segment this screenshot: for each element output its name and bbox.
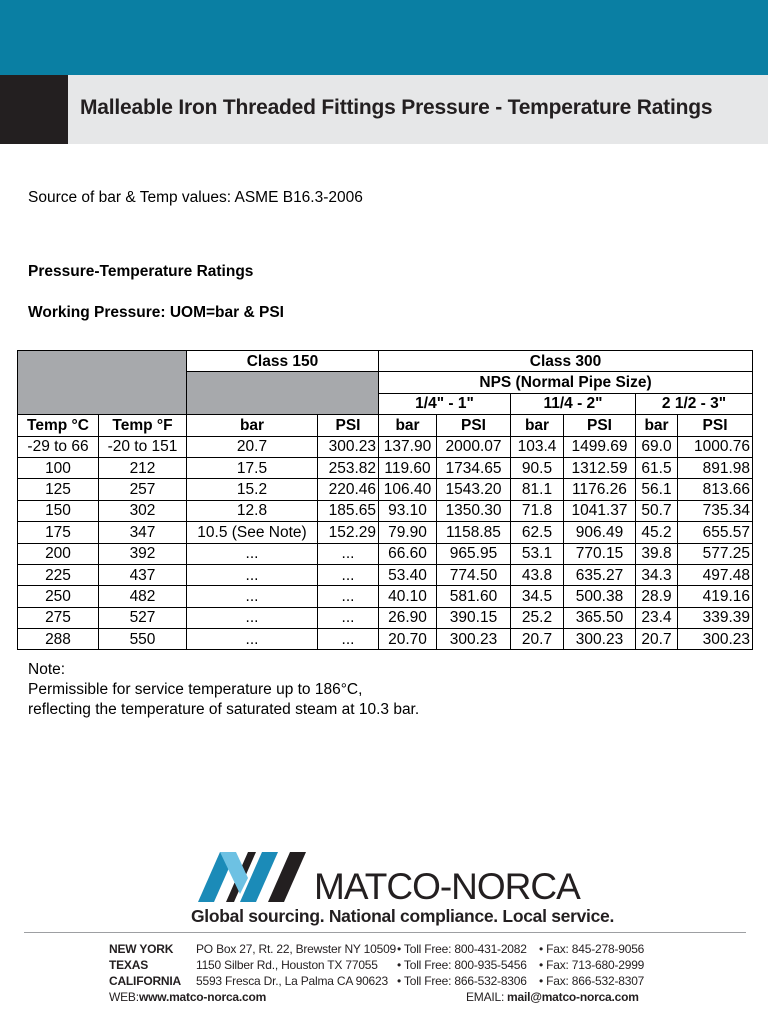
table-cell: ...: [318, 564, 379, 585]
table-cell: 106.40: [379, 479, 437, 500]
table-cell: 891.98: [678, 457, 753, 478]
table-cell: 253.82: [318, 457, 379, 478]
table-cell: 25.2: [511, 607, 564, 628]
size-header-1: 1/4" - 1": [379, 393, 511, 414]
location-tollfree: • Toll Free: 866-532-8306: [397, 974, 527, 988]
table-cell: 390.15: [437, 607, 511, 628]
col-bar: bar: [511, 415, 564, 436]
table-row: [18, 436, 753, 457]
table-row: [18, 457, 753, 478]
table-cell: 20.7: [636, 629, 678, 650]
table-cell: ...: [187, 586, 318, 607]
email-link[interactable]: mail@matco-norca.com: [507, 990, 639, 1004]
table-cell: 339.39: [678, 607, 753, 628]
col-temp-c: Temp °C: [18, 415, 99, 436]
table-cell: 225: [18, 564, 99, 585]
table-cell: 69.0: [636, 436, 678, 457]
table-cell: 20.7: [511, 629, 564, 650]
table-cell: 79.90: [379, 522, 437, 543]
table-cell: 497.48: [678, 564, 753, 585]
nps-header: NPS (Normal Pipe Size): [379, 372, 753, 393]
table-cell: 581.60: [437, 586, 511, 607]
web-link[interactable]: www.matco-norca.com: [139, 990, 267, 1004]
location-fax: • Fax: 845-278-9056: [539, 942, 645, 956]
table-cell: 152.29: [318, 522, 379, 543]
table-cell: 300.23: [437, 629, 511, 650]
table-cell: 81.1: [511, 479, 564, 500]
section-heading: Pressure-Temperature Ratings: [28, 263, 254, 280]
table-cell: 20.7: [187, 436, 318, 457]
table-cell: 137.90: [379, 436, 437, 457]
size-header-3: 2 1/2 - 3": [636, 393, 753, 414]
note-label: Note:: [28, 661, 66, 678]
note-line-1: Permissible for service temperature up to 186°C,: [28, 681, 363, 698]
table-cell: 12.8: [187, 500, 318, 521]
location-fax: • Fax: 866-532-8307: [539, 974, 645, 988]
table-cell: 774.50: [437, 564, 511, 585]
table-cell: ...: [318, 586, 379, 607]
table-cell: 1499.69: [564, 436, 636, 457]
header-row-units: [18, 415, 753, 436]
table-cell: 288: [18, 629, 99, 650]
location-state: NEW YORK: [109, 942, 174, 956]
table-cell: 26.90: [379, 607, 437, 628]
table-cell: 1041.37: [564, 500, 636, 521]
table-cell: 200: [18, 543, 99, 564]
table-cell: 906.49: [564, 522, 636, 543]
location-tollfree: • Toll Free: 800-431-2082: [397, 942, 527, 956]
table-cell: ...: [187, 629, 318, 650]
table-cell: 770.15: [564, 543, 636, 564]
table-cell: 1350.30: [437, 500, 511, 521]
table-cell: 28.9: [636, 586, 678, 607]
table-cell: 45.2: [636, 522, 678, 543]
page-title: Malleable Iron Threaded Fittings Pressure - Temperature Ratings: [80, 96, 713, 119]
source-note: Source of bar & Temp values: ASME B16.3-2006: [28, 189, 363, 206]
table-cell: 577.25: [678, 543, 753, 564]
table-cell: 61.5: [636, 457, 678, 478]
location-state: TEXAS: [109, 958, 149, 972]
table-cell: 34.5: [511, 586, 564, 607]
table-cell: -29 to 66: [18, 436, 99, 457]
table-cell: 300.23: [318, 436, 379, 457]
location-address: 1150 Silber Rd., Houston TX 77055: [196, 958, 378, 972]
table-cell: 655.57: [678, 522, 753, 543]
table-cell: 437: [99, 564, 187, 585]
col-bar: bar: [636, 415, 678, 436]
table-cell: 93.10: [379, 500, 437, 521]
table-cell: ...: [187, 607, 318, 628]
location-state: CALIFORNIA: [109, 974, 181, 988]
table-cell: 1158.85: [437, 522, 511, 543]
table-row: [18, 607, 753, 628]
table-cell: 347: [99, 522, 187, 543]
table-cell: 300.23: [678, 629, 753, 650]
table-cell: 66.60: [379, 543, 437, 564]
table-row: [18, 500, 753, 521]
col-temp-f: Temp °F: [99, 415, 187, 436]
table-cell: 965.95: [437, 543, 511, 564]
table-cell: 1543.20: [437, 479, 511, 500]
table-cell: 17.5: [187, 457, 318, 478]
table-cell: 735.34: [678, 500, 753, 521]
table-cell: ...: [318, 629, 379, 650]
table-cell: ...: [187, 564, 318, 585]
table-cell: 300.23: [564, 629, 636, 650]
table-row: [18, 479, 753, 500]
table-cell: 119.60: [379, 457, 437, 478]
brand-name: MATCO-NORCA: [314, 866, 580, 907]
table-cell: 53.1: [511, 543, 564, 564]
location-tollfree: • Toll Free: 800-935-5456: [397, 958, 527, 972]
table-cell: ...: [318, 607, 379, 628]
table-cell: 1176.26: [564, 479, 636, 500]
size-header-2: 11/4 - 2": [511, 393, 636, 414]
footer-divider: [24, 932, 746, 933]
table-cell: 53.40: [379, 564, 437, 585]
class-150-blank-cell: [187, 372, 379, 415]
table-cell: 15.2: [187, 479, 318, 500]
col-psi: PSI: [437, 415, 511, 436]
matco-norca-logo-icon: [196, 848, 308, 904]
table-cell: 150: [18, 500, 99, 521]
table-cell: 125: [18, 479, 99, 500]
table-cell: 34.3: [636, 564, 678, 585]
table-cell: 1312.59: [564, 457, 636, 478]
web-label: WEB:: [109, 990, 139, 1004]
col-bar: bar: [187, 415, 318, 436]
header-row-class: [18, 351, 753, 372]
table-cell: 257: [99, 479, 187, 500]
table-cell: 56.1: [636, 479, 678, 500]
table-cell: 813.66: [678, 479, 753, 500]
table-cell: 1734.65: [437, 457, 511, 478]
location-address: 5593 Fresca Dr., La Palma CA 90623: [196, 974, 388, 988]
table-cell: 43.8: [511, 564, 564, 585]
table-cell: 71.8: [511, 500, 564, 521]
header-blank-cell: [18, 351, 187, 415]
location-address: PO Box 27, Rt. 22, Brewster NY 10509: [196, 942, 397, 956]
table-cell: 103.4: [511, 436, 564, 457]
table-cell: 39.8: [636, 543, 678, 564]
col-psi: PSI: [564, 415, 636, 436]
brand-tagline: Global sourcing. National compliance. Local service.: [191, 906, 615, 926]
table-cell: ...: [187, 543, 318, 564]
table-cell: 365.50: [564, 607, 636, 628]
table-cell: 302: [99, 500, 187, 521]
top-color-band: [0, 0, 768, 75]
table-cell: 2000.07: [437, 436, 511, 457]
table-cell: 10.5 (See Note): [187, 522, 318, 543]
working-pressure-label: Working Pressure: UOM=bar & PSI: [28, 304, 284, 321]
table-cell: -20 to 151: [99, 436, 187, 457]
table-cell: ...: [318, 543, 379, 564]
col-bar: bar: [379, 415, 437, 436]
table-cell: 482: [99, 586, 187, 607]
table-row: [18, 629, 753, 650]
table-cell: 500.38: [564, 586, 636, 607]
table-cell: 20.70: [379, 629, 437, 650]
table-row: [18, 586, 753, 607]
table-cell: 527: [99, 607, 187, 628]
table-cell: 275: [18, 607, 99, 628]
table-cell: 212: [99, 457, 187, 478]
email-label: EMAIL:: [466, 990, 505, 1004]
table-cell: 62.5: [511, 522, 564, 543]
table-cell: 635.27: [564, 564, 636, 585]
table-cell: 250: [18, 586, 99, 607]
table-cell: 220.46: [318, 479, 379, 500]
table-row: [18, 543, 753, 564]
table-cell: 23.4: [636, 607, 678, 628]
table-cell: 550: [99, 629, 187, 650]
table-row: [18, 564, 753, 585]
table-cell: 100: [18, 457, 99, 478]
class-300-header: Class 300: [379, 351, 753, 372]
table-cell: 392: [99, 543, 187, 564]
table-cell: 1000.76: [678, 436, 753, 457]
table-cell: 90.5: [511, 457, 564, 478]
table-cell: 185.65: [318, 500, 379, 521]
col-psi: PSI: [678, 415, 753, 436]
table-cell: 175: [18, 522, 99, 543]
title-accent-block: [0, 75, 68, 144]
table-row: [18, 522, 753, 543]
table-cell: 40.10: [379, 586, 437, 607]
table-cell: 50.7: [636, 500, 678, 521]
col-psi: PSI: [318, 415, 379, 436]
class-150-header: Class 150: [187, 351, 379, 372]
location-fax: • Fax: 713-680-2999: [539, 958, 645, 972]
note-line-2: reflecting the temperature of saturated steam at 10.3 bar.: [28, 701, 420, 718]
table-cell: 419.16: [678, 586, 753, 607]
ratings-table: [17, 350, 753, 650]
